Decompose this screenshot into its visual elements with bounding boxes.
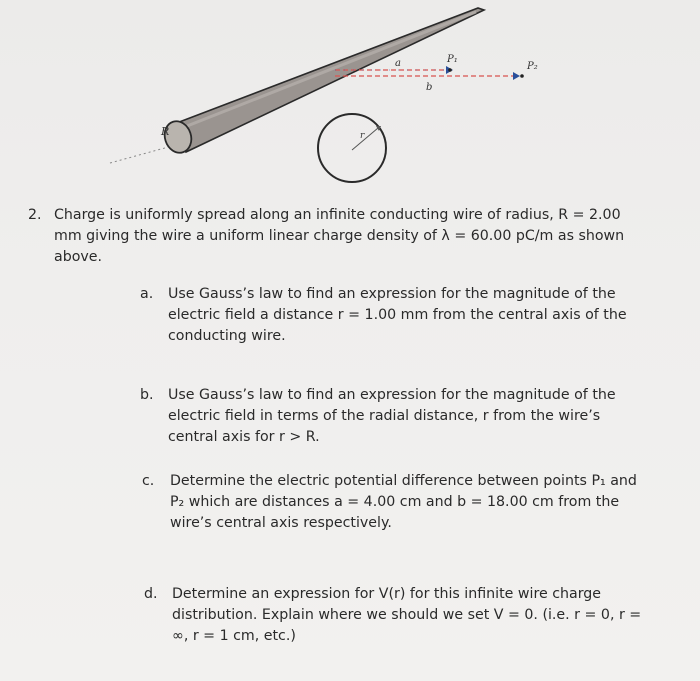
part-a-letter: a. [140, 286, 154, 302]
part-d-line-3: ∞, r = 1 cm, etc.) [172, 628, 296, 644]
part-a-text [168, 284, 658, 347]
part-d-text [172, 584, 662, 647]
part-b-text [168, 385, 658, 448]
part-a-line-1: Use Gauss’s law to find an expression for the magnitude of the [168, 286, 616, 302]
problem-number: 2. [28, 207, 42, 223]
part-b-line-1: Use Gauss’s law to find an expression for the magnitude of the [168, 387, 616, 403]
point-P1 [448, 68, 452, 72]
label-b: b [426, 82, 433, 93]
part-b-letter: b. [140, 387, 154, 403]
part-b-line-2: electric field in terms of the radial distance, r from the wire’s [168, 408, 601, 424]
problem-line-3: above. [54, 249, 103, 265]
point-P2 [520, 74, 524, 78]
problem-line-2: mm giving the wire a uniform linear charge density of λ = 60.00 pC/m as shown [54, 228, 625, 244]
part-c-text [170, 471, 660, 534]
wire-diagram-svg [0, 0, 700, 200]
label-a: a [395, 58, 401, 69]
label-P1: P₁ [447, 54, 458, 65]
part-d-line-1: Determine an expression for V(r) for this infinite wire charge [172, 586, 602, 602]
wire-axis-extension [110, 146, 172, 163]
part-c-line-1: Determine the electric potential difference between points P₁ and [170, 473, 637, 489]
part-d-line-2: distribution. Explain where we should we set V = 0. (i.e. r = 0, r = [172, 607, 642, 623]
part-b-line-3: central axis for r > R. [168, 429, 320, 445]
radius-line [352, 128, 378, 150]
label-r: r [360, 131, 365, 141]
wire-body [174, 8, 484, 152]
part-c-letter: c. [142, 473, 155, 489]
arrow-b-head [513, 72, 520, 80]
cross-section-circle [318, 114, 386, 182]
problem-text [54, 205, 654, 268]
wire-diagram [0, 0, 700, 200]
label-R: R [161, 125, 170, 138]
part-a-line-2: electric field a distance r = 1.00 mm from the central axis of the [168, 307, 627, 323]
label-P2: P₂ [527, 61, 538, 72]
part-a-line-3: conducting wire. [168, 328, 286, 344]
part-c-line-2: P₂ which are distances a = 4.00 cm and b = 18.00 cm from the [170, 494, 620, 510]
part-d-letter: d. [144, 586, 158, 602]
part-c-line-3: wire’s central axis respectively. [170, 515, 392, 531]
problem-line-1: Charge is uniformly spread along an infinite conducting wire of radius, R = 2.00 [54, 207, 621, 223]
